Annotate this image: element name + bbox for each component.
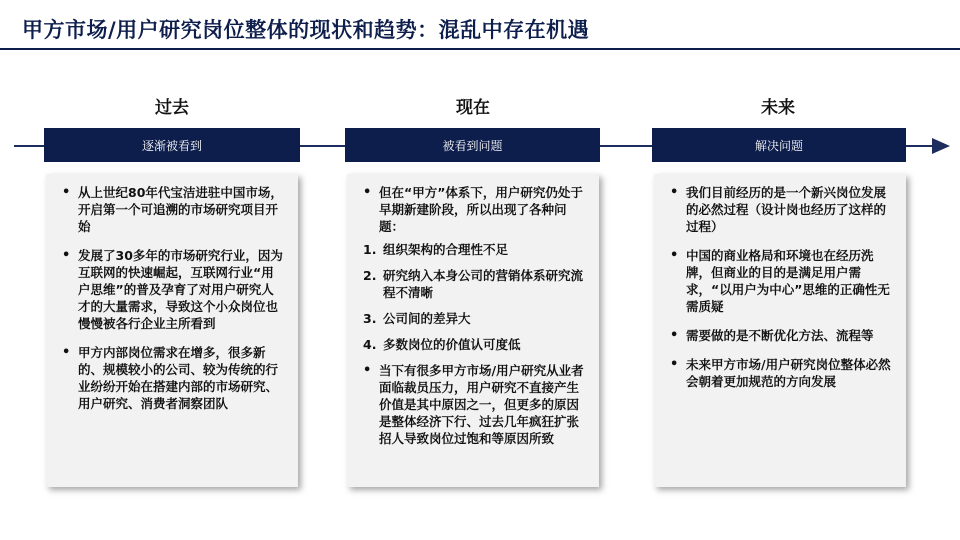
title-divider [0, 48, 960, 50]
problem-item: 4. 多数岗位的价值认可度低 [363, 337, 521, 352]
list-item: • 从上世纪80年代宝洁进驻中国市场，开启第一个可追溯的市场研究项目开始 [56, 184, 286, 235]
list-item: • 需要做的是不断优化方法、流程等 [664, 327, 894, 344]
present-intro: • 但在“甲方”体系下，用户研究仍处于早期新建阶段，所以出现了各种问题： [357, 184, 587, 235]
heading-past: 过去 [155, 98, 189, 118]
present-outro: • 当下有很多甲方市场/用户研究从业者面临裁员压力，用户研究不直接产生价值是其中原因之一，但更多的原因是整体经济下行、过去几年疯狂扩张招人导致岗位过饱和等原因所致 [357, 362, 587, 447]
band-present: 被看到问题 [345, 128, 600, 162]
problem-item: 1. 组织架构的合理性不足 [363, 242, 509, 257]
problem-item: 3. 公司间的差异大 [363, 311, 471, 326]
band-past: 逐渐被看到 [44, 128, 300, 162]
list-item: • 未来甲方市场/用户研究岗位整体必然会朝着更加规范的方向发展 [664, 356, 894, 390]
heading-future: 未来 [761, 98, 795, 118]
list-item: • 中国的商业格局和环境也在经历洗牌，但商业的目的是满足用户需求，“以用户为中心”思维的正确性无需质疑 [664, 247, 894, 315]
list-item: • 甲方内部岗位需求在增多，很多新的、规模较小的公司、较为传统的行业纷纷开始在搭建内部的市场研究、用户研究、消费者洞察团队 [56, 344, 286, 412]
problem-item: 2. 研究纳入本身公司的营销体系研究流程不清晰 [363, 268, 584, 300]
heading-present: 现在 [456, 98, 490, 118]
timeline-arrow-icon [932, 138, 950, 154]
card-past [46, 174, 298, 487]
card-future [654, 174, 906, 487]
band-future: 解决问题 [652, 128, 906, 162]
slide-title: 甲方市场/用户研究岗位整体的现状和趋势：混乱中存在机遇 [22, 18, 590, 42]
list-item: • 发展了30多年的市场研究行业，因为互联网的快速崛起，互联网行业“用户思维”的普及孕育了对用户研究人才的大量需求，导致这个小众岗位也慢慢被各行企业主所看到 [56, 247, 286, 332]
card-present [347, 174, 599, 487]
list-item: • 我们目前经历的是一个新兴岗位发展的必然过程（设计岗也经历了这样的过程） [664, 184, 894, 235]
problem-list [357, 241, 587, 353]
